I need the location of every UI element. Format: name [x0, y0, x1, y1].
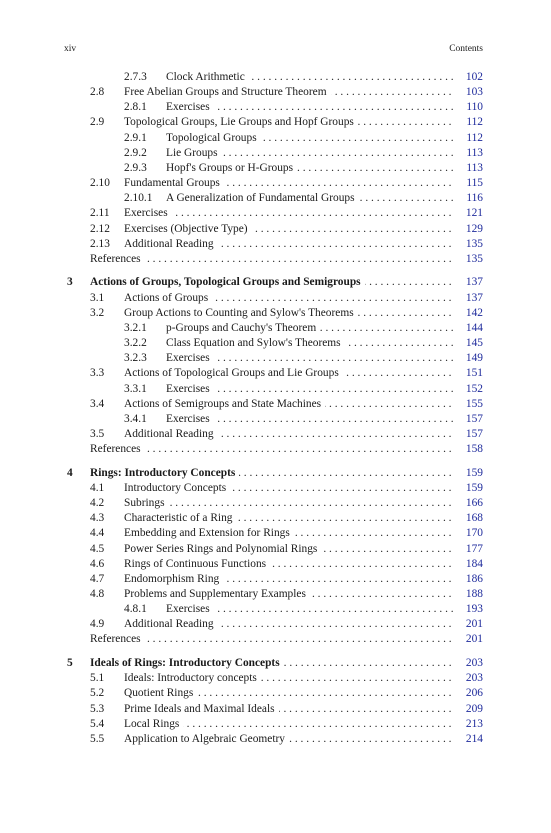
toc-entry[interactable] — [0, 427, 551, 442]
entry-title: Hopf's Groups or H-Groups — [166, 161, 297, 176]
running-header — [64, 44, 483, 58]
entry-title: Power Series Rings and Polynomial Rings — [124, 542, 321, 557]
entry-page-link[interactable]: 149 — [465, 352, 483, 365]
entry-page-link[interactable]: 158 — [465, 443, 483, 456]
entry-page-link[interactable]: 166 — [465, 497, 483, 510]
entry-page-link[interactable]: 203 — [465, 672, 483, 685]
entry-title: Rings of Continuous Functions — [124, 557, 270, 572]
entry-number: 3.2.3 — [124, 352, 147, 365]
entry-title: Lie Groups — [166, 146, 222, 161]
entry-page-link[interactable]: 151 — [465, 367, 483, 380]
entry-page-link[interactable]: 170 — [465, 527, 483, 540]
entry-number: 2.7.3 — [124, 71, 147, 83]
entry-title: Local Rings — [124, 717, 183, 732]
entry-number: 3.2.2 — [124, 337, 147, 350]
entry-title: Rings: Introductory Concepts — [90, 466, 239, 481]
entry-number: 3.2.1 — [124, 321, 147, 334]
entry-title: Topological Groups — [166, 131, 261, 146]
entry-page-link[interactable]: 159 — [465, 481, 483, 494]
toc-entry[interactable] — [0, 161, 551, 176]
entry-number: 2.9.1 — [124, 131, 147, 144]
toc-entry[interactable] — [0, 632, 551, 647]
toc-entry[interactable] — [0, 306, 551, 321]
entry-page-link[interactable]: 110 — [466, 101, 483, 114]
toc-chapter-entry[interactable] — [0, 656, 551, 671]
entry-title: Exercises (Objective Type) — [124, 222, 252, 237]
entry-page-link[interactable]: 112 — [466, 131, 483, 144]
toc-entry[interactable] — [0, 176, 551, 191]
page-number: xiv — [64, 44, 77, 54]
entry-number: 5.2 — [90, 687, 105, 700]
toc-entry[interactable] — [0, 85, 551, 100]
entry-page-link[interactable]: 137 — [465, 291, 483, 304]
entry-page-link[interactable]: 144 — [465, 321, 483, 334]
entry-number: 4.5 — [90, 542, 105, 555]
entry-number: 2.10.1 — [124, 192, 153, 205]
entry-number: 2.8.1 — [124, 101, 147, 114]
entry-page-link[interactable]: 177 — [465, 542, 483, 555]
entry-title: Exercises — [166, 602, 214, 617]
entry-number: 4.9 — [90, 618, 105, 631]
entry-page-link[interactable]: 113 — [466, 161, 483, 174]
entry-number: 4.8.1 — [124, 603, 147, 616]
toc-chapter-entry[interactable] — [0, 275, 551, 290]
entry-title: References — [90, 632, 145, 647]
entry-number: 5.1 — [90, 672, 105, 685]
toc-chapter-entry[interactable] — [0, 466, 551, 481]
entry-title: Characteristic of a Ring — [124, 511, 237, 526]
toc-entry[interactable] — [0, 70, 551, 85]
running-title: Contents — [449, 44, 483, 54]
entry-page-link[interactable]: 116 — [466, 192, 483, 205]
toc-entry[interactable] — [0, 397, 551, 412]
entry-page-link[interactable]: 129 — [465, 222, 483, 235]
entry-title: Ideals: Introductory concepts — [124, 671, 261, 686]
toc-entry[interactable] — [0, 336, 551, 351]
toc-entry[interactable] — [0, 321, 551, 336]
entry-title: Topological Groups, Lie Groups and Hopf Groups — [124, 115, 358, 130]
entry-title: Embedding and Extension for Rings — [124, 526, 294, 541]
entry-number: 2.9.2 — [124, 146, 147, 159]
entry-number: 3.3 — [90, 367, 105, 380]
entry-number: 3.1 — [90, 291, 105, 304]
entry-title: Exercises — [166, 382, 214, 397]
toc-entry[interactable] — [0, 717, 551, 732]
entry-title: A Generalization of Fundamental Groups — [166, 191, 359, 206]
entry-title: Ideals of Rings: Introductory Concepts — [90, 656, 284, 671]
toc-entry[interactable] — [0, 526, 551, 541]
toc-entry[interactable] — [0, 191, 551, 206]
entry-number: 2.13 — [90, 237, 110, 250]
entry-page-link[interactable]: 168 — [465, 512, 483, 525]
entry-number: 5 — [67, 657, 73, 670]
dot-leader — [124, 206, 455, 221]
entry-page-link[interactable]: 102 — [465, 71, 483, 83]
entry-page-link[interactable]: 203 — [465, 657, 483, 670]
toc-entry[interactable] — [0, 100, 551, 115]
entry-title: Problems and Supplementary Examples — [124, 587, 310, 602]
entry-page-link[interactable]: 201 — [465, 633, 483, 646]
entry-number: 3.4 — [90, 397, 105, 410]
entry-title: Exercises — [124, 206, 172, 221]
entry-page-link[interactable]: 206 — [465, 687, 483, 700]
entry-title: Exercises — [166, 412, 214, 427]
entry-title: Subrings — [124, 496, 169, 511]
entry-title: Actions of Groups, Topological Groups and Semigroups — [90, 275, 365, 290]
toc-entry[interactable] — [0, 496, 551, 511]
toc-entry[interactable] — [0, 412, 551, 427]
entry-number: 3.5 — [90, 427, 105, 440]
entry-title: Quotient Rings — [124, 686, 197, 701]
entry-number: 5.4 — [90, 717, 105, 730]
entry-number: 2.9.3 — [124, 161, 147, 174]
toc-entry[interactable] — [0, 702, 551, 717]
entry-page-link[interactable]: 135 — [465, 237, 483, 250]
entry-number: 5.3 — [90, 702, 105, 715]
entry-title: p-Groups and Cauchy's Theorem — [166, 321, 320, 336]
toc-entry[interactable] — [0, 732, 551, 747]
entry-number: 3.2 — [90, 306, 105, 319]
toc-entry[interactable] — [0, 146, 551, 161]
entry-title: References — [90, 252, 145, 267]
entry-title: Introductory Concepts — [124, 481, 230, 496]
entry-number: 2.9 — [90, 116, 105, 129]
entry-title: Exercises — [166, 351, 214, 366]
entry-title: Group Actions to Counting and Sylow's Theorems — [124, 306, 358, 321]
entry-title: Actions of Semigroups and State Machines — [124, 397, 325, 412]
toc-entry[interactable] — [0, 587, 551, 602]
toc-entry[interactable] — [0, 617, 551, 632]
toc-entry[interactable] — [0, 115, 551, 130]
entry-page-link[interactable]: 103 — [465, 86, 483, 99]
entry-title: References — [90, 442, 145, 457]
toc-entry[interactable] — [0, 442, 551, 457]
entry-title: Class Equation and Sylow's Theorems — [166, 336, 345, 351]
entry-number: 4.8 — [90, 587, 105, 600]
toc-entry[interactable] — [0, 481, 551, 496]
entry-number: 2.12 — [90, 222, 110, 235]
entry-title: Exercises — [166, 100, 214, 115]
entry-page-link[interactable]: 155 — [465, 397, 483, 410]
toc-entry[interactable] — [0, 511, 551, 526]
toc-entry[interactable] — [0, 686, 551, 701]
entry-number: 2.10 — [90, 177, 110, 190]
entry-page-link[interactable]: 184 — [465, 557, 483, 570]
entry-page-link[interactable]: 214 — [465, 732, 483, 745]
toc-entry[interactable] — [0, 602, 551, 617]
entry-page-link[interactable]: 157 — [465, 427, 483, 440]
entry-title: Additional Reading — [124, 237, 218, 252]
entry-page-link[interactable]: 121 — [465, 207, 483, 220]
entry-number: 4.4 — [90, 527, 105, 540]
entry-page-link[interactable]: 145 — [465, 337, 483, 350]
entry-number: 3.3.1 — [124, 382, 147, 395]
entry-number: 2.11 — [90, 207, 110, 220]
entry-number: 3.4.1 — [124, 412, 147, 425]
toc-entry[interactable] — [0, 206, 551, 221]
toc-entry[interactable] — [0, 572, 551, 587]
entry-number: 4.3 — [90, 512, 105, 525]
entry-title: Fundamental Groups — [124, 176, 224, 191]
dot-leader — [124, 496, 455, 511]
toc-entry[interactable] — [0, 542, 551, 557]
toc-entry[interactable] — [0, 222, 551, 237]
entry-page-link[interactable]: 193 — [465, 603, 483, 616]
entry-page-link[interactable]: 137 — [465, 276, 483, 289]
entry-title: Actions of Topological Groups and Lie Groups — [124, 366, 343, 381]
toc-entry[interactable] — [0, 671, 551, 686]
entry-page-link[interactable]: 112 — [466, 116, 483, 129]
entry-page-link[interactable]: 213 — [465, 717, 483, 730]
entry-number: 4.2 — [90, 497, 105, 510]
entry-number: 4.7 — [90, 572, 105, 585]
entry-title: Application to Algebraic Geometry — [124, 732, 289, 747]
entry-number: 3 — [67, 276, 73, 289]
entry-number: 4.1 — [90, 481, 105, 494]
entry-title: Free Abelian Groups and Structure Theorem — [124, 85, 331, 100]
entry-title: Prime Ideals and Maximal Ideals — [124, 702, 279, 717]
toc-entry[interactable] — [0, 131, 551, 146]
toc-entry[interactable] — [0, 366, 551, 381]
entry-number: 2.8 — [90, 86, 105, 99]
entry-page-link[interactable]: 115 — [466, 177, 483, 190]
entry-number: 5.5 — [90, 732, 105, 745]
entry-title: Endomorphism Ring — [124, 572, 223, 587]
entry-title: Additional Reading — [124, 427, 218, 442]
entry-page-link[interactable]: 201 — [465, 618, 483, 631]
toc-entry[interactable] — [0, 291, 551, 306]
toc-entry[interactable] — [0, 382, 551, 397]
entry-page-link[interactable]: 152 — [465, 382, 483, 395]
entry-page-link[interactable]: 209 — [465, 702, 483, 715]
entry-number: 4 — [67, 466, 73, 479]
toc-entry[interactable] — [0, 557, 551, 572]
entry-page-link[interactable]: 135 — [465, 252, 483, 265]
toc-entry[interactable] — [0, 237, 551, 252]
entry-page-link[interactable]: 159 — [465, 466, 483, 479]
entry-page-link[interactable]: 142 — [465, 306, 483, 319]
entry-title: Actions of Groups — [124, 291, 212, 306]
entry-page-link[interactable]: 188 — [465, 587, 483, 600]
entry-page-link[interactable]: 157 — [465, 412, 483, 425]
entry-number: 4.6 — [90, 557, 105, 570]
entry-page-link[interactable]: 113 — [466, 146, 483, 159]
toc-entry[interactable] — [0, 252, 551, 267]
toc-entry[interactable] — [0, 351, 551, 366]
entry-page-link[interactable]: 186 — [465, 572, 483, 585]
entry-title: Clock Arithmetic — [166, 70, 249, 85]
entry-title: Additional Reading — [124, 617, 218, 632]
